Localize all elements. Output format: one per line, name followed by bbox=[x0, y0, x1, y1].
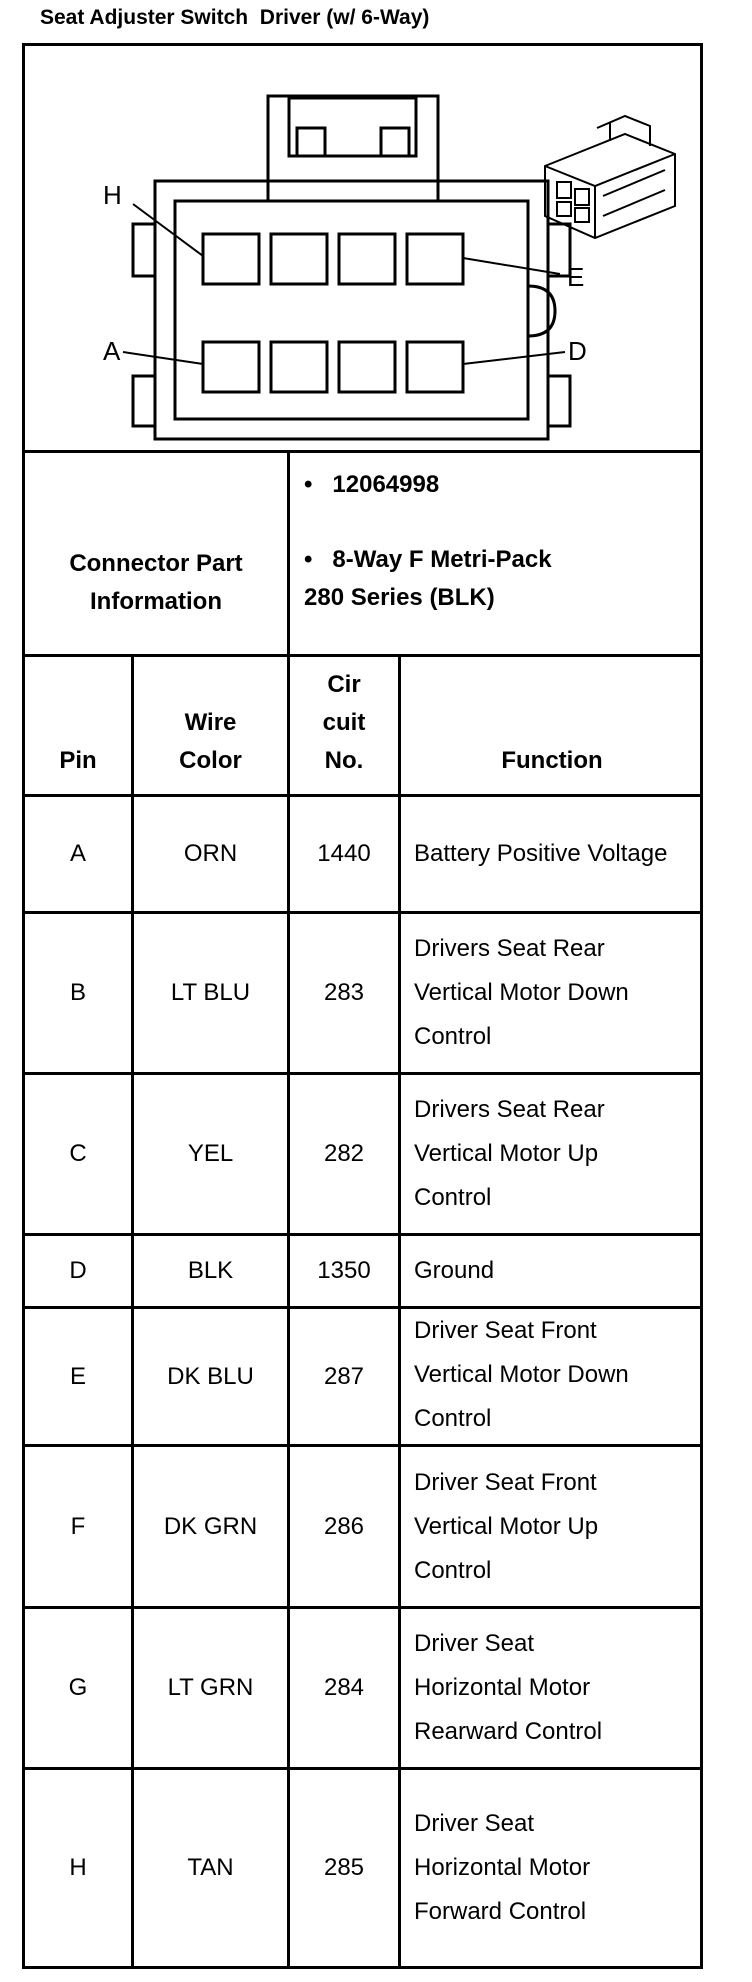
cell-function: Driver Seat Front Vertical Motor Down Control bbox=[414, 1317, 629, 1432]
cell-circuit: 287 bbox=[323, 1362, 365, 1390]
cell-color: BLK bbox=[187, 1257, 234, 1284]
cell-circuit: 283 bbox=[323, 979, 365, 1006]
cell-circuit: 286 bbox=[323, 1512, 365, 1540]
latch-detail bbox=[297, 128, 409, 156]
page-title: Seat Adjuster Switch Driver (w/ 6-Way) bbox=[40, 6, 430, 29]
cavity-A bbox=[203, 342, 259, 392]
leader-H bbox=[133, 204, 203, 256]
cavity-B bbox=[271, 342, 327, 392]
latch-housing bbox=[268, 96, 438, 201]
label-D: D bbox=[568, 336, 587, 366]
cell-color: YEL bbox=[187, 1140, 234, 1167]
cell-circuit: 1440 bbox=[317, 840, 371, 867]
cavity-E bbox=[407, 234, 463, 284]
cell-circuit: 285 bbox=[323, 1854, 365, 1881]
header-pin: Pin bbox=[59, 747, 97, 774]
leader-E bbox=[463, 258, 560, 274]
leader-A bbox=[123, 352, 203, 364]
column-divider bbox=[398, 654, 401, 1969]
cavity-C bbox=[339, 342, 395, 392]
header-function: Function bbox=[501, 747, 603, 774]
label-H: H bbox=[103, 180, 122, 210]
connector-body bbox=[155, 181, 548, 439]
cell-circuit: 1350 bbox=[317, 1257, 371, 1284]
label-A: A bbox=[103, 336, 121, 366]
cell-pin: C bbox=[69, 1140, 87, 1167]
header-circuit: Cir cuit No. bbox=[322, 671, 366, 774]
side-tab-left bbox=[133, 224, 155, 426]
cell-function: Driver Seat Front Vertical Motor Up Control bbox=[414, 1468, 599, 1584]
cell-pin: D bbox=[69, 1257, 87, 1284]
connector-series-cont: 280 Series (BLK) bbox=[304, 584, 495, 611]
connector-part-number: • 12064998 bbox=[304, 471, 440, 498]
cell-circuit: 282 bbox=[323, 1140, 365, 1167]
cell-pin: H bbox=[69, 1854, 87, 1881]
cell-pin: F bbox=[70, 1512, 86, 1540]
cell-function: Driver Seat Horizontal Motor Rearward Control bbox=[414, 1630, 603, 1745]
cell-pin: E bbox=[69, 1362, 86, 1390]
cavity-F bbox=[339, 234, 395, 284]
cell-circuit: 284 bbox=[323, 1674, 365, 1701]
connector-series: • 8-Way F Metri-Pack bbox=[304, 546, 552, 573]
cell-color: DK BLU bbox=[167, 1362, 254, 1390]
cell-function: Drivers Seat Rear Vertical Motor Down Control bbox=[414, 935, 629, 1050]
cell-color: DK GRN bbox=[163, 1512, 258, 1540]
cell-color: LT BLU bbox=[170, 979, 251, 1006]
cell-pin: A bbox=[69, 840, 86, 867]
cell-function: Driver Seat Horizontal Motor Forward Control bbox=[414, 1810, 591, 1925]
series-text: 8-Way F Metri-Pack bbox=[332, 546, 552, 573]
cell-color: TAN bbox=[187, 1854, 234, 1881]
cavity-H bbox=[203, 234, 259, 284]
cavity-G bbox=[271, 234, 327, 284]
cell-color: LT GRN bbox=[167, 1674, 254, 1701]
polarization-bump bbox=[528, 286, 555, 336]
part-number-text: 12064998 bbox=[332, 471, 440, 498]
cavity-D bbox=[407, 342, 463, 392]
cell-function: Ground bbox=[414, 1257, 495, 1284]
connector-3d-sketch bbox=[545, 116, 675, 238]
header-wire-color: Wire Color bbox=[179, 709, 242, 774]
cell-function: Drivers Seat Rear Vertical Motor Up Control bbox=[414, 1096, 605, 1211]
cell-function: Battery Positive Voltage bbox=[414, 840, 668, 867]
leader-D bbox=[463, 352, 565, 364]
connector-diagram bbox=[25, 46, 700, 456]
cell-color: ORN bbox=[183, 840, 238, 867]
cell-pin: B bbox=[69, 979, 86, 1006]
cell-pin: G bbox=[68, 1674, 88, 1701]
connector-info-label: Connector Part Information bbox=[69, 549, 243, 615]
label-E: E bbox=[567, 262, 585, 292]
